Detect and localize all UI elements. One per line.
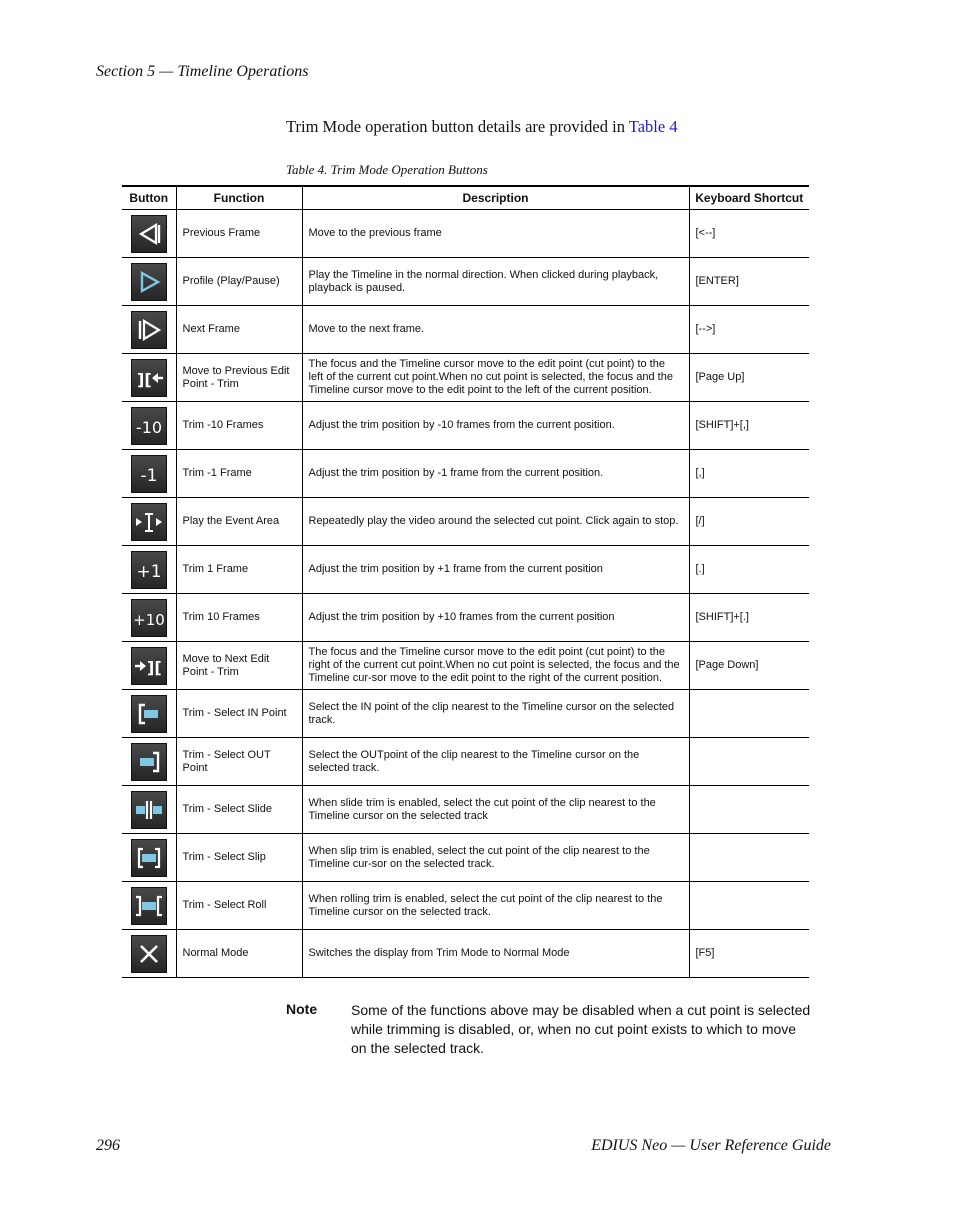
function-cell: Trim - Select Roll (176, 882, 302, 930)
select-out-point-icon (131, 743, 167, 781)
description-cell: Adjust the trim position by -1 frame from the current position. (302, 450, 689, 498)
button-cell (122, 738, 176, 786)
description-cell: Switches the display from Trim Mode to Normal Mode (302, 930, 689, 978)
shortcut-cell: [SHIFT]+[.] (689, 594, 809, 642)
table-row (122, 834, 809, 882)
table-row (122, 594, 809, 642)
section-header: Section 5 — Timeline Operations (96, 63, 309, 80)
button-cell (122, 930, 176, 978)
play-event-area-icon (131, 503, 167, 541)
description-cell: Select the OUTpoint of the clip nearest to the Timeline cursor on the selected track. (302, 738, 689, 786)
table-row (122, 738, 809, 786)
function-cell: Move to Previous Edit Point - Trim (176, 354, 302, 402)
shortcut-cell: [ENTER] (689, 258, 809, 306)
note-label: Note (286, 1001, 318, 1017)
table-row (122, 690, 809, 738)
function-cell: Profile (Play/Pause) (176, 258, 302, 306)
button-cell (122, 546, 176, 594)
shortcut-cell: [-->] (689, 306, 809, 354)
intro-paragraph (286, 117, 678, 137)
description-cell: When slide trim is enabled, select the cut point of the clip nearest to the Timeline cursor on the selected track (302, 786, 689, 834)
table-row (122, 786, 809, 834)
function-cell: Trim - Select Slide (176, 786, 302, 834)
table-row (122, 546, 809, 594)
table-body (122, 210, 809, 978)
select-in-point-icon (131, 695, 167, 733)
shortcut-cell: [,] (689, 450, 809, 498)
button-cell (122, 402, 176, 450)
svg-text:-10: -10 (135, 417, 162, 437)
svg-text:+1: +1 (136, 561, 162, 582)
description-cell: Move to the next frame. (302, 306, 689, 354)
function-cell: Normal Mode (176, 930, 302, 978)
description-cell: Adjust the trim position by +1 frame from the current position (302, 546, 689, 594)
intro-text: Trim Mode operation button details are provided in (286, 117, 629, 136)
footer-title: EDIUS Neo — User Reference Guide (591, 1137, 831, 1154)
table-4-link[interactable]: Table 4 (628, 117, 678, 136)
button-cell (122, 690, 176, 738)
button-cell (122, 306, 176, 354)
shortcut-cell (689, 882, 809, 930)
description-cell: Adjust the trim position by -10 frames from the current position. (302, 402, 689, 450)
header-description: Description (302, 186, 689, 210)
description-cell: Play the Timeline in the normal direction. When clicked during playback, playback is paused. (302, 258, 689, 306)
function-cell: Trim -10 Frames (176, 402, 302, 450)
button-cell (122, 498, 176, 546)
shortcut-cell: [.] (689, 546, 809, 594)
function-cell: Trim 10 Frames (176, 594, 302, 642)
table-caption: Table 4. Trim Mode Operation Buttons (286, 162, 488, 177)
svg-text:-1: -1 (140, 465, 158, 486)
table-row (122, 498, 809, 546)
table-row (122, 402, 809, 450)
shortcut-cell (689, 738, 809, 786)
function-cell: Trim - Select IN Point (176, 690, 302, 738)
table-row (122, 210, 809, 258)
next-edit-point-icon (131, 647, 167, 685)
svg-text:][: ][ (136, 369, 152, 389)
function-cell: Trim -1 Frame (176, 450, 302, 498)
function-cell: Next Frame (176, 306, 302, 354)
minus-1-icon (131, 455, 167, 493)
table-row (122, 450, 809, 498)
button-cell (122, 258, 176, 306)
shortcut-cell: [F5] (689, 930, 809, 978)
normal-mode-icon (131, 935, 167, 973)
shortcut-cell (689, 690, 809, 738)
minus-10-icon (131, 407, 167, 445)
button-cell (122, 834, 176, 882)
description-cell: When rolling trim is enabled, select the cut point of the clip nearest to the Timeline cursor on the selected track. (302, 882, 689, 930)
play-icon (131, 263, 167, 301)
description-cell: Adjust the trim position by +10 frames from the current position (302, 594, 689, 642)
shortcut-cell (689, 834, 809, 882)
description-cell: When slip trim is enabled, select the cut point of the clip nearest to the Timeline cur-sor on the selected track. (302, 834, 689, 882)
function-cell: Move to Next Edit Point - Trim (176, 642, 302, 690)
select-roll-icon (131, 887, 167, 925)
table-row (122, 306, 809, 354)
function-cell: Previous Frame (176, 210, 302, 258)
button-cell (122, 210, 176, 258)
shortcut-cell: [<--] (689, 210, 809, 258)
shortcut-cell: [Page Down] (689, 642, 809, 690)
description-cell: Select the IN point of the clip nearest to the Timeline cursor on the selected track. (302, 690, 689, 738)
header-function: Function (176, 186, 302, 210)
next-frame-icon (131, 311, 167, 349)
button-cell (122, 882, 176, 930)
table-row (122, 930, 809, 978)
svg-text:][: ][ (146, 657, 162, 677)
description-cell: The focus and the Timeline cursor move to the edit point (cut point) to the left of the current cut point.When no cut point is selected, the focus and the Timeline cursor move to the edit point to the left of the current position. (302, 354, 689, 402)
previous-edit-point-icon (131, 359, 167, 397)
description-cell: Move to the previous frame (302, 210, 689, 258)
table-row (122, 354, 809, 402)
header-shortcut: Keyboard Shortcut (689, 186, 809, 210)
svg-text:+10: +10 (132, 610, 165, 629)
description-cell: The focus and the Timeline cursor move to the edit point (cut point) to the right of the current cut point.When no cut point is selected, the focus and the Timeline cur-sor move to the edit point to the right of the current position. (302, 642, 689, 690)
description-cell: Repeatedly play the video around the selected cut point. Click again to stop. (302, 498, 689, 546)
button-cell (122, 786, 176, 834)
button-cell (122, 594, 176, 642)
page-number: 296 (96, 1137, 120, 1154)
shortcut-cell: [SHIFT]+[,] (689, 402, 809, 450)
function-cell: Trim - Select OUT Point (176, 738, 302, 786)
note-text: Some of the functions above may be disabled when a cut point is selected while trimming is disabled, or, when no cut point exists to which to move on the selected track. (351, 1002, 811, 1056)
function-cell: Trim 1 Frame (176, 546, 302, 594)
select-slip-icon (131, 839, 167, 877)
table-header-row (122, 186, 809, 210)
plus-1-icon (131, 551, 167, 589)
shortcut-cell (689, 786, 809, 834)
previous-frame-icon (131, 215, 167, 253)
button-cell (122, 354, 176, 402)
plus-10-icon (131, 599, 167, 637)
shortcut-cell: [/] (689, 498, 809, 546)
function-cell: Trim - Select Slip (176, 834, 302, 882)
header-button: Button (122, 186, 176, 210)
select-slide-icon (131, 791, 167, 829)
function-cell: Play the Event Area (176, 498, 302, 546)
button-cell (122, 450, 176, 498)
table-row (122, 642, 809, 690)
table-row (122, 882, 809, 930)
trim-mode-table (122, 185, 809, 978)
button-cell (122, 642, 176, 690)
table-row (122, 258, 809, 306)
shortcut-cell: [Page Up] (689, 354, 809, 402)
